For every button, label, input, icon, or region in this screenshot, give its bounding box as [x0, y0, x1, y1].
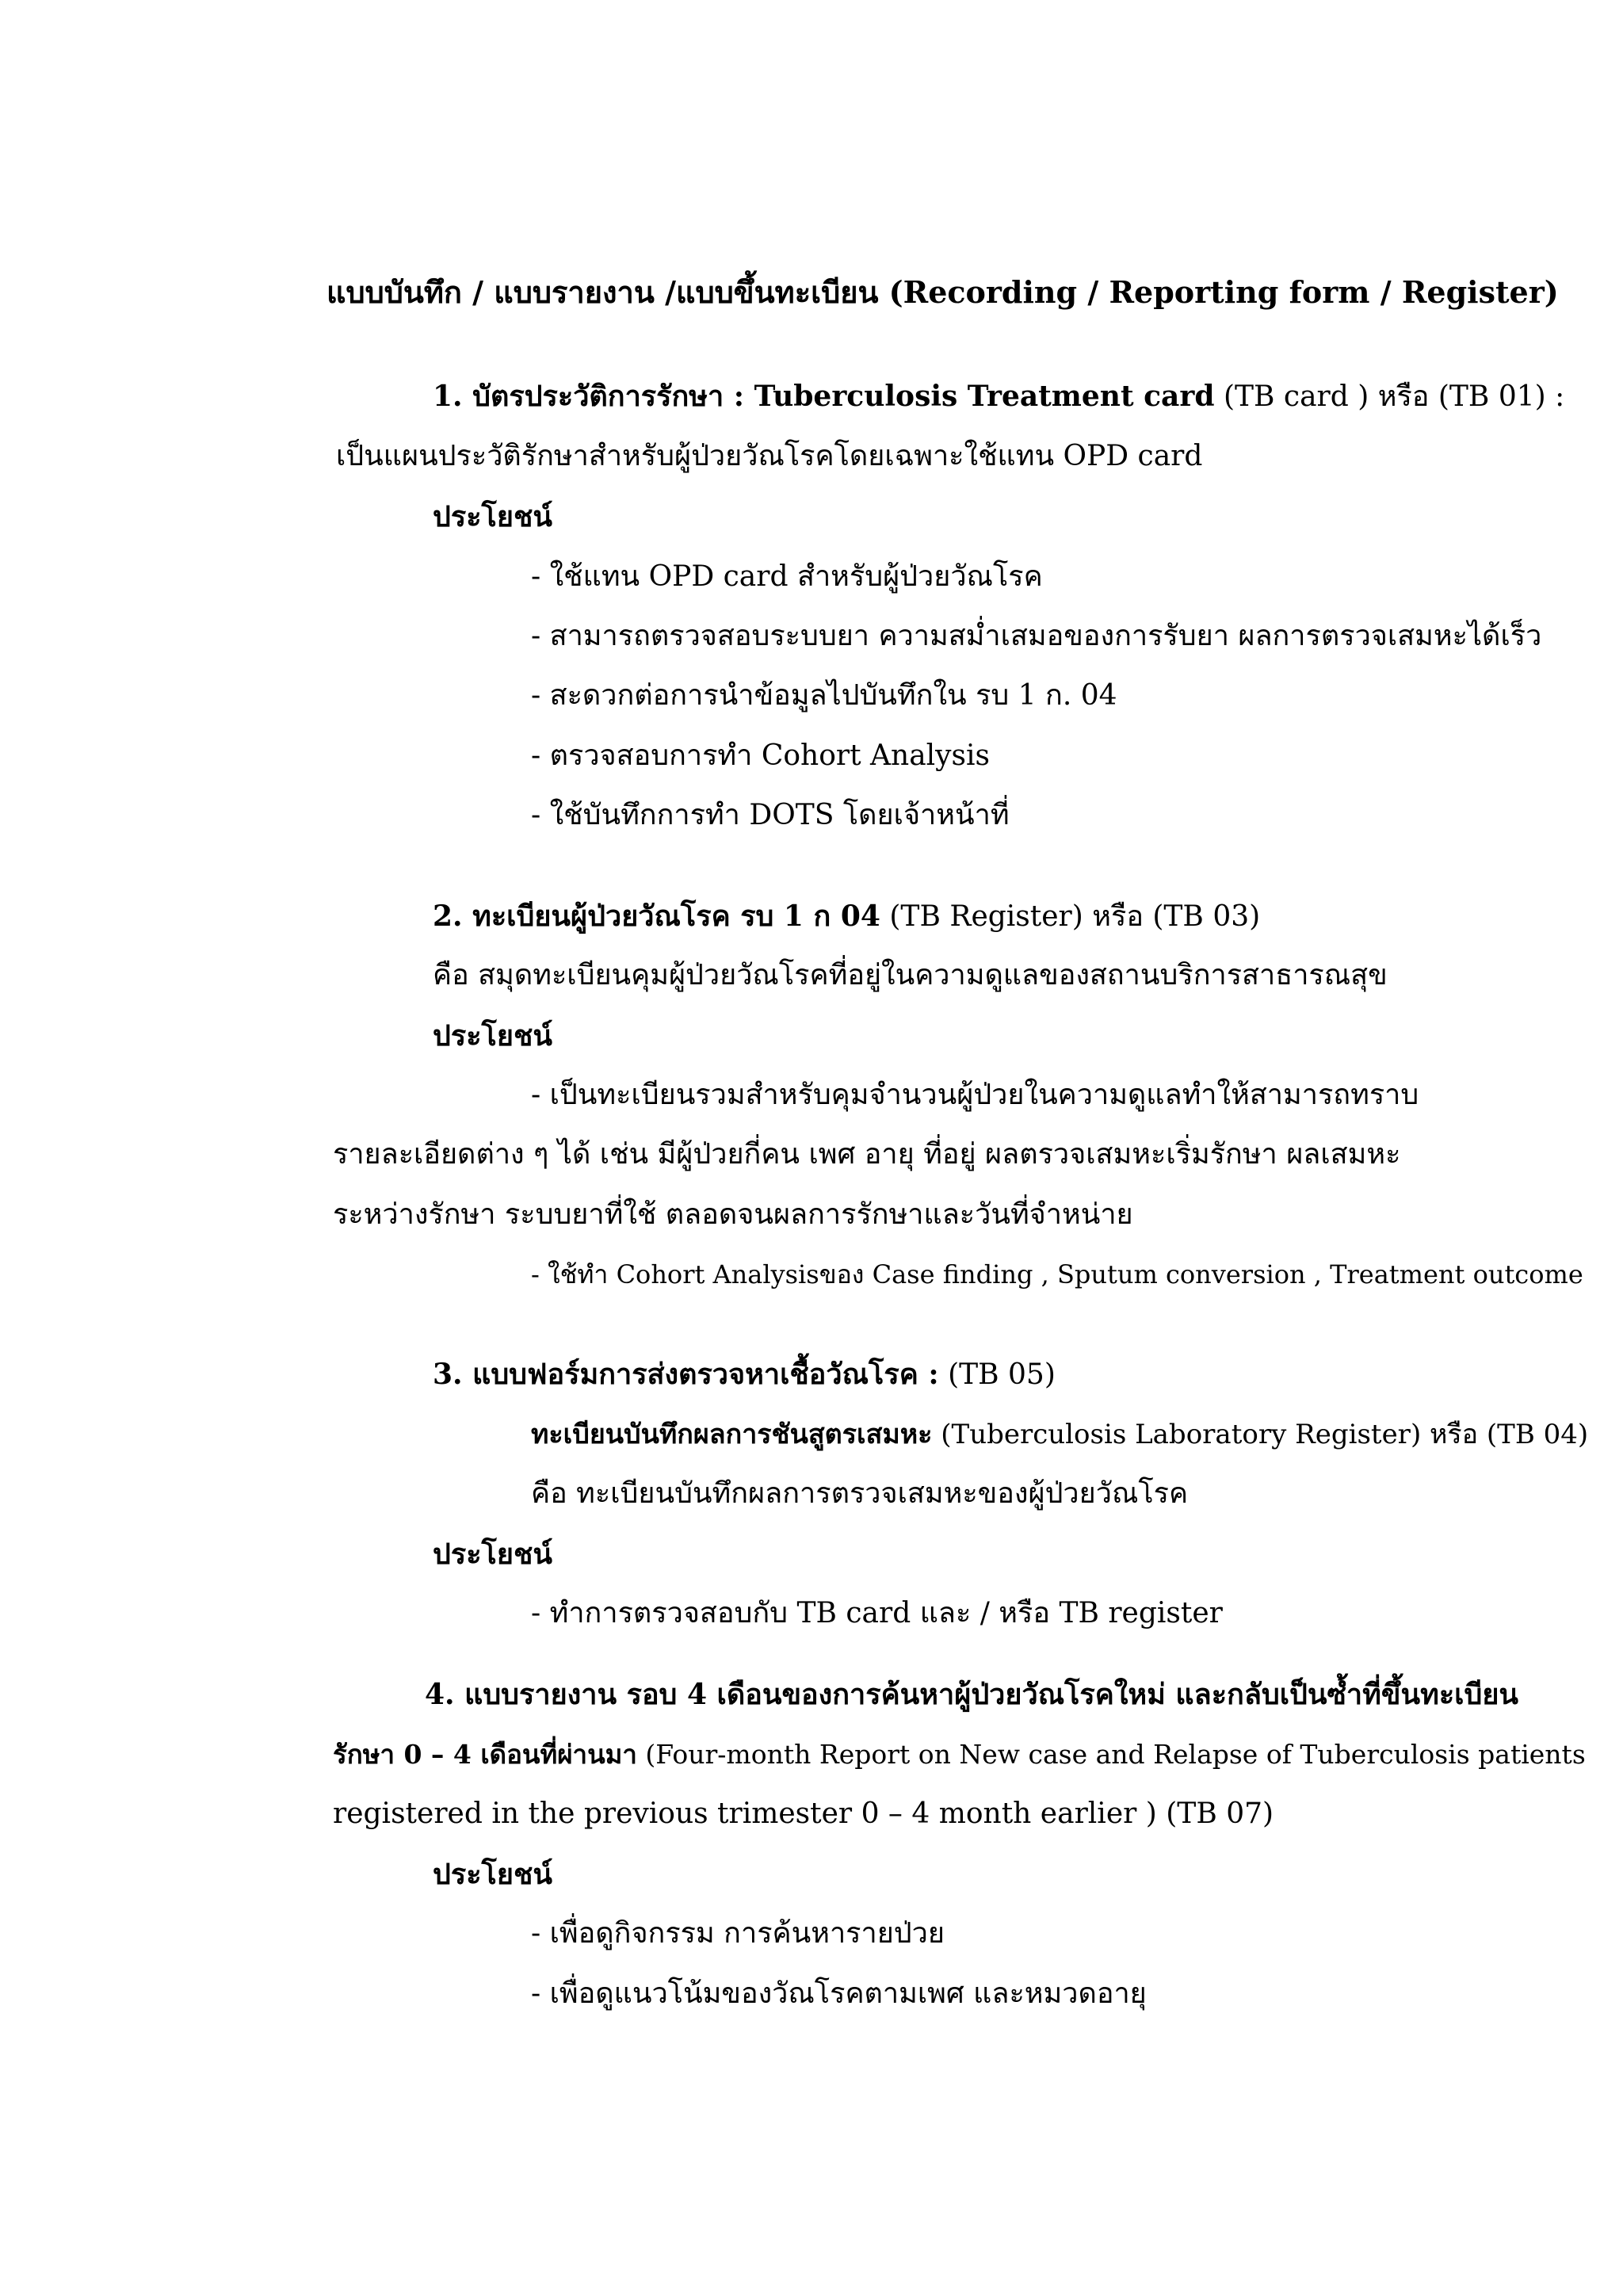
section-1-description: เป็นแผนประวัติรักษาสำหรับผู้ป่วยวัณโรคโดยเฉพาะใช้แทน OPD card [336, 440, 1203, 472]
section-3-subheading-rest: (Tuberculosis Laboratory Register) หรือ (TB 04) [932, 1419, 1589, 1450]
section-4-heading: 4. แบบรายงาน รอบ 4 เดือนของการค้นหาผู้ป่วยวัณโรคใหม่ และกลับเป็นซ้ำที่ขึ้นทะเบียน [425, 1678, 1519, 1711]
section-1-benefit-label: ประโยชน์ [433, 500, 552, 533]
section-2-benefit-paragraph: ระหว่างรักษา ระบบยาที่ใช้ ตลอดจนผลการรักษาและวันที่จำหน่าย [333, 1198, 1133, 1231]
section-1-heading-rest: (TB card ) หรือ (TB 01) : [1214, 380, 1565, 413]
section-2-heading [433, 897, 1260, 936]
section-2-benefit-item: - ใช้ทำ Cohort Analysisของ Case finding , Sputum conversion , Treatment outcome [531, 1259, 1583, 1289]
section-2-heading-bold: 2. ทะเบียนผู้ป่วยวัณโรค รบ 1 ก 04 [433, 900, 880, 933]
section-3-heading-rest: (TB 05) [938, 1358, 1056, 1391]
section-3-subheading-bold: ทะเบียนบันทึกผลการชันสูตรเสมหะ [531, 1419, 933, 1450]
section-4-benefit-label: ประโยชน์ [433, 1858, 552, 1891]
section-2-benefit-paragraph: - เป็นทะเบียนรวมสำหรับคุมจำนวนผู้ป่วยในความดูแลทำให้สามารถทราบ [531, 1079, 1419, 1111]
section-4-heading-line2-rest: (Four-month Report on New case and Relapse of Tuberculosis patients [636, 1739, 1586, 1770]
section-1-benefit-item: - สะดวกต่อการนำข้อมูลไปบันทึกใน รบ 1 ก. 04 [531, 679, 1117, 712]
section-3-benefit-label: ประโยชน์ [433, 1538, 552, 1571]
section-2-heading-rest: (TB Register) หรือ (TB 03) [880, 900, 1261, 933]
section-4-benefit-item: - เพื่อดูกิจกรรม การค้นหารายป่วย [531, 1917, 945, 1950]
section-3-subheading [531, 1415, 1588, 1454]
section-3-description: คือ ทะเบียนบันทึกผลการตรวจเสมหะของผู้ป่วยวัณโรค [531, 1477, 1189, 1510]
page-title: แบบบันทึก / แบบรายงาน /แบบขึ้นทะเบียน (Recording / Reporting form / Register) [327, 274, 1559, 310]
section-1-benefit-item: - ใช้แทน OPD card สำหรับผู้ป่วยวัณโรค [531, 560, 1043, 593]
section-4-heading-line2 [333, 1736, 1586, 1774]
section-2-benefit-label: ประโยชน์ [433, 1019, 552, 1052]
section-4-heading-line2-bold: รักษา 0 – 4 เดือนที่ผ่านมา [333, 1739, 637, 1770]
section-1-benefit-item: - ตรวจสอบการทำ Cohort Analysis [531, 739, 990, 772]
section-4-heading-line3: registered in the previous trimester 0 – 4 month earlier ) (TB 07) [333, 1797, 1274, 1830]
section-2-description: คือ สมุดทะเบียนคุมผู้ป่วยวัณโรคที่อยู่ในความดูแลของสถานบริการสาธารณสุข [433, 959, 1388, 991]
section-3-heading-bold: 3. แบบฟอร์มการส่งตรวจหาเชื้อวัณโรค : [433, 1358, 939, 1391]
section-3-heading [433, 1355, 1056, 1394]
section-4-benefit-item: - เพื่อดูแนวโน้มของวัณโรคตามเพศ และหมวดอายุ [531, 1977, 1147, 2010]
section-1-heading [433, 377, 1564, 416]
section-1-benefit-item: - สามารถตรวจสอบระบบยา ความสม่ำเสมอของการรับยา ผลการตรวจเสมหะได้เร็ว [531, 620, 1542, 652]
section-2-benefit-paragraph: รายละเอียดต่าง ๆ ได้ เช่น มีผู้ป่วยกี่คน เพศ อายุ ที่อยู่ ผลตรวจเสมหะเริ่มรักษา ผลเสมหะ [333, 1138, 1401, 1171]
section-1-heading-bold: 1. บัตรประวัติการรักษา : Tuberculosis Treatment card [433, 380, 1215, 413]
section-3-benefit-item: - ทำการตรวจสอบกับ TB card และ / หรือ TB register [531, 1597, 1223, 1629]
section-1-benefit-item: - ใช้บันทึกการทำ DOTS โดยเจ้าหน้าที่ [531, 799, 1010, 831]
